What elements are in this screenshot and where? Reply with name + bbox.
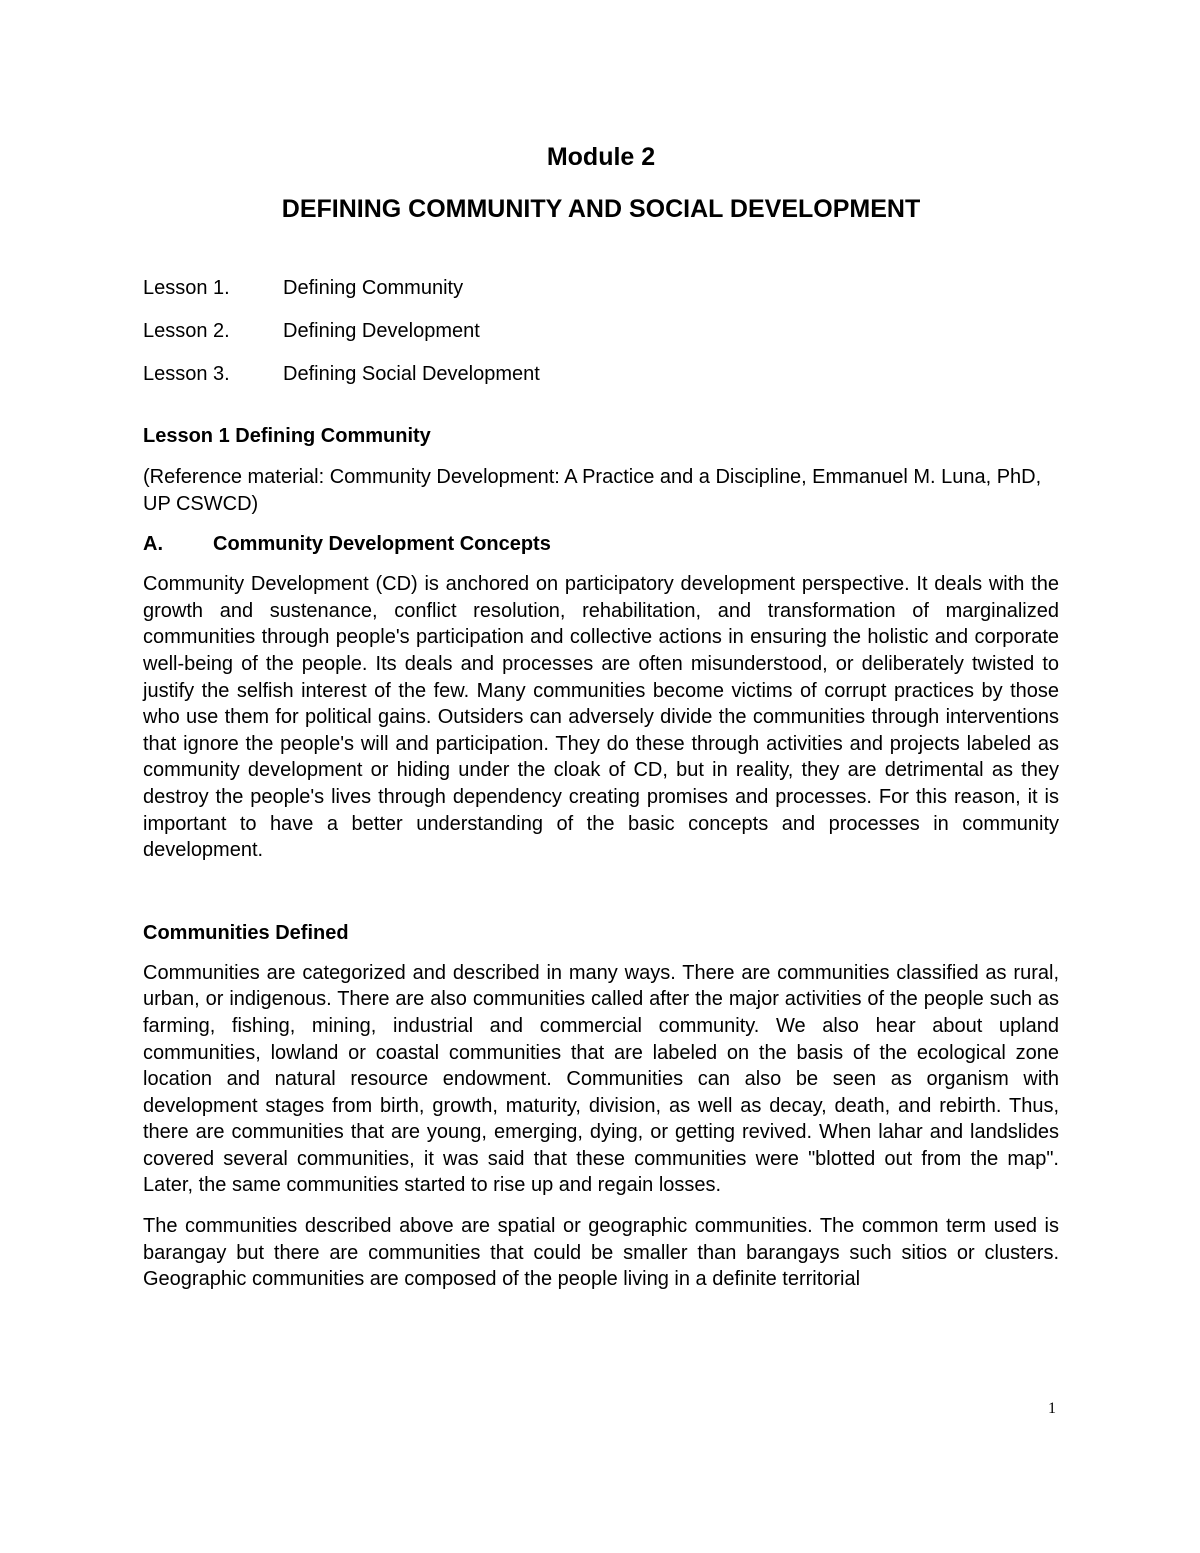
communities-paragraph-2: The communities described above are spatial or geographic communities. The common term used is barangay but there are communities that could be smaller than barangays such sitios or clusters. Geographic communities are composed of the people living in a definite territorial: [143, 1215, 1059, 1291]
lesson-title: Defining Development: [283, 320, 480, 342]
lesson-list-item: [143, 362, 1059, 386]
lesson-list: [143, 276, 1059, 386]
section-title: Community Development Concepts: [213, 533, 551, 556]
cd-concepts-paragraph: Community Development (CD) is anchored on participatory development perspective. It deals with the growth and sustenance, conflict resolution, rehabilitation, and transformation of marginalized communities through people's participation and collective actions in ensuring the holistic and corporate well-being of the people. Its deals and processes are often misunderstood, or deliberately twisted to justify the selfish interest of the few. Many communities become victims of corrupt practices by those who use them for political gains. Outsiders can adversely divide the communities through interventions that ignore the people's will and participation. They do these through activities and projects labeled as community development or hiding under the cloak of CD, but in reality, they are detrimental as they destroy the people's lives through dependency creating promises and processes. For this reason, it is important to have a better understanding of the basic concepts and processes in community development.: [143, 573, 1059, 862]
lesson-number: Lesson 2.: [143, 320, 230, 342]
lesson1-heading: Lesson 1 Defining Community: [143, 425, 431, 447]
lesson-number: Lesson 1.: [143, 277, 230, 299]
section-a-heading: [143, 531, 1059, 557]
communities-defined-heading: Communities Defined: [143, 921, 349, 944]
lesson-list-item: [143, 276, 1059, 300]
communities-paragraph-1: Communities are categorized and described in many ways. There are communities classified as rural, urban, or indigenous. There are also communities called after the major activities of the people such as farming, fishing, mining, industrial and commercial community. We also hear about upland communities, lowland or coastal communities that are labeled on the basis of the ecological zone location and natural resource endowment. Communities can also be seen as organism with development stages from birth, growth, maturity, division, as well as decay, death, and rebirth. Thus, there are communities that are young, emerging, dying, or getting revived. When lahar and landslides covered several communities, it was said that these communities were "blotted out from the map". Later, the same communities started to rise up and regain losses.: [143, 961, 1059, 1197]
module-subtitle: DEFINING COMMUNITY AND SOCIAL DEVELOPMENT: [281, 195, 921, 223]
reference-note: (Reference material: Community Development: A Practice and a Discipline, Emmanuel M. Luna, PhD, UP CSWCD): [143, 466, 1042, 515]
section-letter: A.: [143, 533, 163, 556]
page-number: 1: [1048, 1400, 1056, 1417]
module-title: Module 2: [546, 143, 656, 171]
page-content: [143, 140, 1059, 1293]
lesson-list-item: [143, 319, 1059, 343]
lesson-title: Defining Social Development: [283, 363, 540, 385]
lesson-title: Defining Community: [283, 277, 464, 299]
lesson-number: Lesson 3.: [143, 363, 230, 385]
